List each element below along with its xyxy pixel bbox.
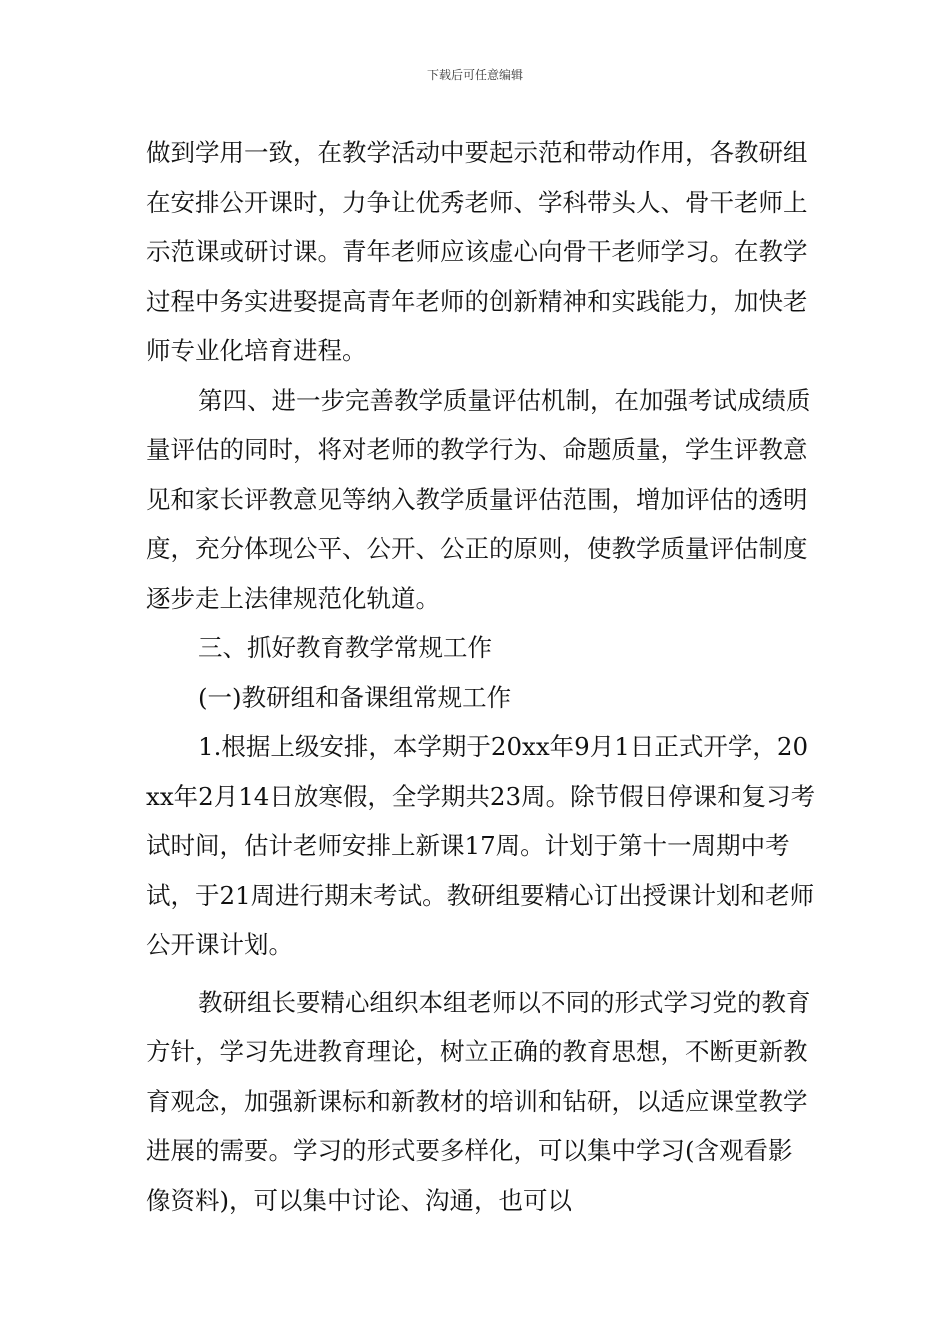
paragraph-semester-schedule: 1.根据上级安排，本学期于20xx年9月1日正式开学，20xx年2月14日放寒假，全学期共23周。除节假日停课和复习考试时间，估计老师安排上新课17周。计划于第十一周期中考试，于21周进行期末考试。教研组要精心订出授课计划和老师公开课计划。	[146, 732, 816, 959]
paragraph-quality-evaluation: 第四、进一步完善教学质量评估机制，在加强考试成绩质量评估的同时，将对老师的教学行为、命题质量，学生评教意见和家长评教意见等纳入教学质量评估范围，增加评估的透明度，充分体现公平、公开、公正的原则，使教学质量评估制度逐步走上法律规范化轨道。	[146, 385, 811, 613]
document-body	[146, 128, 816, 1225]
section-heading-routine-work: 三、抓好教育教学常规工作	[198, 633, 492, 662]
paragraph-teacher-development: 做到学用一致，在教学活动中要起示范和带动作用，各教研组在安排公开课时，力争让优秀老师、学科带头人、骨干老师上示范课或研讨课。青年老师应该虚心向骨干老师学习。在教学过程中务实进娶提高青年老师的创新精神和实践能力，加快老师专业化培育进程。	[146, 138, 808, 365]
paragraph-group-study: 教研组长要精心组织本组老师以不同的形式学习党的教育方针，学习先进教育理论，树立正确的教育思想，不断更新教育观念，加强新课标和新教材的培训和钻研，以适应课堂教学进展的需要。学习的形式要多样化，可以集中学习(含观看影像资料)，可以集中讨论、沟通，也可以	[146, 987, 811, 1215]
subsection-heading-teaching-groups: (一)教研组和备课组常规工作	[198, 682, 512, 712]
page-header-caption: 下载后可任意编辑	[426, 68, 523, 82]
